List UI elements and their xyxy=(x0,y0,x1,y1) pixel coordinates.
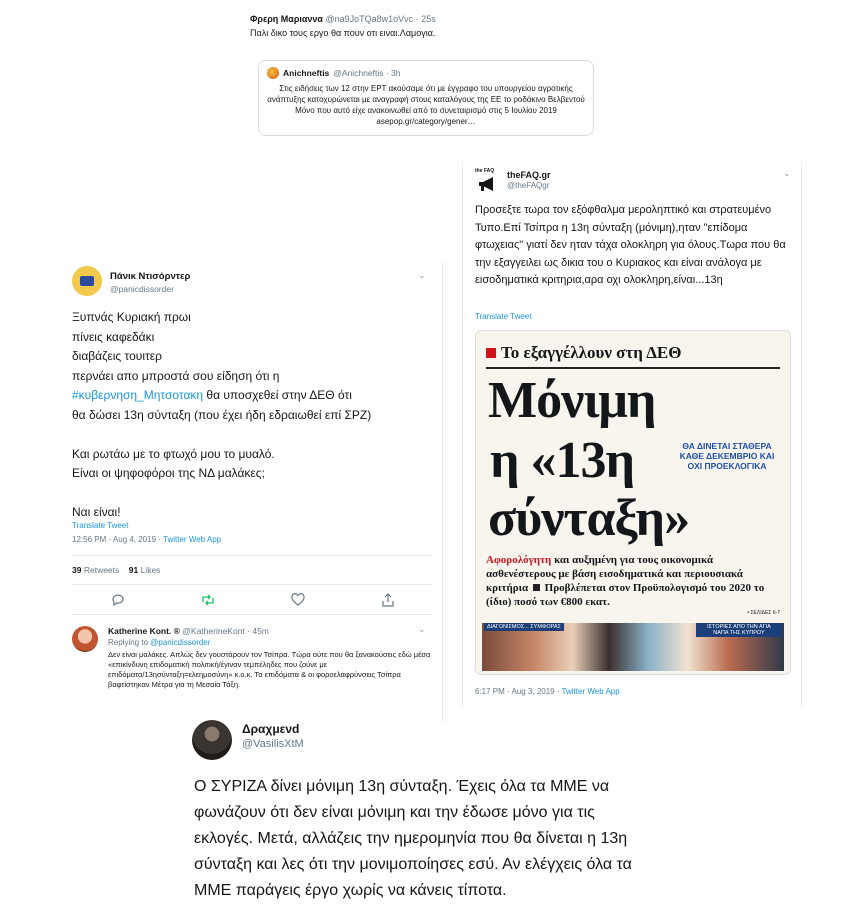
divider xyxy=(72,614,432,615)
photo-caption-right: ΙΣΤΟΡΙΕΣ ΑΠΟ ΤΗΝ ΑΓΙΑ ΝΑΠΑ ΤΗΣ ΚΥΠΡΟΥ xyxy=(696,623,782,637)
reply-avatar[interactable] xyxy=(72,626,98,652)
client-link[interactable]: Twitter Web App xyxy=(163,535,222,544)
reply-tweet[interactable] xyxy=(72,622,437,712)
author-name[interactable]: Φρερη Μαριαννα xyxy=(250,14,323,24)
sub-text-2: Προβλέπεται στον Προϋπολογισμό του 2020 το (ίδιο) ποσό των €800 εκατ. xyxy=(486,582,765,608)
sub-red-text: Αφορολόγητη xyxy=(486,554,552,566)
hashtag-link[interactable]: #κυβερνηση_Μητσοτακη xyxy=(72,388,204,402)
retweet-label[interactable]: Retweets xyxy=(83,565,120,575)
quoted-author-name: Anichneftis xyxy=(283,68,330,78)
quoted-author-handle: @Anichneftis · 3h xyxy=(333,68,401,78)
tweet-stats xyxy=(72,565,160,575)
tweet-text-part: θα υποσχεθεί στην ΔΕΘ ότι θα δώσει 13η σύνταξη (που έχει ήδη εδραιωθεί επί ΣΡΖ) Και ρωτάω με το φτωχό μου το μυαλό. Είναι οι ψηφοφόροι της ΝΔ μαλάκες; Ναι είναι! xyxy=(72,388,372,519)
quoted-author-avatar xyxy=(267,67,279,79)
translate-link[interactable]: Translate Tweet xyxy=(475,312,532,321)
reply-author-name[interactable]: Katherine Kont. ® xyxy=(108,626,180,636)
like-label[interactable]: Likes xyxy=(140,565,161,575)
retweet-count[interactable]: 39 xyxy=(72,565,82,575)
author-handle[interactable]: @panicdissorder xyxy=(110,284,174,294)
page-reference: • ΣΕΛΙΔΕΣ 6-7 xyxy=(747,610,780,616)
reply-header xyxy=(108,626,269,636)
tweet-text: Ο ΣΥΡΙΖΑ δίνει μόνιμη 13η σύνταξη. Έχεις όλα τα ΜΜΕ να φωνάζουν ότι δεν είναι μόνιμη και την έδωσε μόνο για τις εκλογές. Μετά, αλλάζεις την ημερομηνία που θα δίνεται η 13η σύνταξη και λες ότι την μονιμοποίησες εσύ. Αν ελέγχεις όλα τα ΜΜΕ παράγεις έργο χωρίς να κάνεις τίποτα. xyxy=(194,778,632,899)
tweet-timestamp: 12:56 PM - Aug 4, 2019 · Twitter Web App xyxy=(72,535,222,544)
timestamp-text[interactable]: 12:56 PM - Aug 4, 2019 xyxy=(72,535,157,544)
chevron-down-icon[interactable]: ⌄ xyxy=(418,270,426,280)
tweet-header xyxy=(250,14,600,24)
replying-to-link[interactable]: @panicdissorder xyxy=(150,638,211,647)
tweet-text xyxy=(72,308,442,523)
avatar[interactable] xyxy=(475,166,505,196)
chevron-down-icon[interactable]: ⌄ xyxy=(418,624,426,634)
avatar[interactable] xyxy=(72,266,102,296)
tweet-vasilisxtm xyxy=(186,712,662,920)
divider xyxy=(486,367,780,369)
translate-link[interactable]: Translate Tweet xyxy=(72,521,129,530)
tweet-text-part: Ξυπνάς Κυριακή πρωι πίνεις καφεδάκι διαβάζεις τουιτερ περνάει απο μπροστά σου είδηση ότι η xyxy=(72,310,280,383)
tweet-timestamp: 6:17 PM - Aug 3, 2019 · Twitter Web App xyxy=(475,687,620,696)
author-name[interactable]: theFAQ.gr xyxy=(507,170,551,180)
divider xyxy=(72,555,432,556)
author-handle[interactable]: @theFAQgr xyxy=(507,181,550,190)
tweet-panicdissorder xyxy=(62,262,443,722)
share-icon[interactable] xyxy=(380,592,396,608)
tweet-image-newspaper[interactable] xyxy=(475,330,791,675)
avatar-text: the FAQ xyxy=(475,168,495,174)
reply-icon[interactable] xyxy=(110,592,126,608)
divider xyxy=(72,584,432,585)
headline-line-2: η «13η xyxy=(490,432,635,489)
quoted-tweet[interactable] xyxy=(258,60,594,136)
tweet-marianna xyxy=(250,14,600,144)
like-count[interactable]: 91 xyxy=(128,565,139,575)
author-name[interactable]: Πάνικ Ντισόρντερ xyxy=(110,271,191,282)
kicker-text: Το εξαγγέλλουν στη ΔΕΘ xyxy=(501,343,682,362)
headline-line-1: Μόνιμη xyxy=(488,372,656,429)
replying-to-label: Replying to xyxy=(108,638,149,647)
tweet-time[interactable]: · 25s xyxy=(415,14,436,24)
megaphone-icon xyxy=(477,175,499,193)
photo-caption-left: ΔΙΑΓΩΝΙΣΜΟΣ... ΣΥΜΦΟΡΑΣ xyxy=(484,623,564,631)
sub-text-1: και αυξημένη για τους οικονομικά ασθενέστερους με βάση εισοδηματικά και περιουσιακά κριτήρια xyxy=(486,554,743,594)
tweet-thefaq xyxy=(462,162,802,707)
headline-line-3: σύνταξη» xyxy=(488,490,690,547)
like-icon[interactable] xyxy=(290,592,306,608)
author-name[interactable]: Δραχμενd xyxy=(242,722,300,736)
replying-to xyxy=(108,638,210,647)
timestamp-text[interactable]: 6:17 PM - Aug 3, 2019 xyxy=(475,687,555,696)
client-link[interactable]: Twitter Web App xyxy=(561,687,620,696)
newspaper-subheadline xyxy=(486,553,782,609)
avatar[interactable] xyxy=(192,720,232,760)
reply-author-handle[interactable]: @KatherineKont · 45m xyxy=(182,626,269,636)
author-handle[interactable]: @na9JoTQa8w1oVvc xyxy=(325,14,414,24)
tweet-actions xyxy=(72,592,432,608)
headline-side-text: ΘΑ ΔΙΝΕΤΑΙ ΣΤΑΘΕΡΑ ΚΑΘΕ ΔΕΚΕΜΒΡΙΟ ΚΑΙ ΟΧΙ ΠΡΟΕΚΛΟΓΙΚΑ xyxy=(679,441,775,471)
tweet-text: Προσεξτε τωρα τον εξόφθαλμα μεροληπτικό και στρατευμένο Τυπο.Επί Τσίπρα η 13η σύνταξη (μόνιμη),ηταν "επίδομα φτωχειας" γιατί δεν ηταν τάχα ολοκληρη για όλους.Τωρα που θα την εξαγγειλει ως δικια του ο Κυριακος και είναι ανάλογα με εισοδηματικά κριτηρια,αρα οχι ολοκληρη,είναι...13η xyxy=(475,204,786,286)
newspaper-kicker xyxy=(486,343,681,363)
author-handle[interactable]: @VasilisXtM xyxy=(242,738,304,750)
tweet-text: Παλι δικο τους εργο θα πουν οτι ειναι.Λαμογια. xyxy=(250,28,436,38)
retweet-icon[interactable] xyxy=(200,592,216,608)
reply-text: Δεν είναι μαλάκες. Απλώς δεν γουστάρουν τον Τσίπρα. Τώρα ούτε που θα ξανακούσεις εδώ μέσα «επικίνδυνη επιδοματική πολιτική/έγιναν τεμπέληδες που ζούνε με επιδόματα/13ησύνταξη=ελεημοσύνη» κ.ο.κ. Τα επιδόματα & οι φοροελαφρύνσεις Τσίπρα βαφτίστηκαν Μέτρα για τη Μεσαία Τάξη. xyxy=(108,650,431,689)
chevron-down-icon[interactable]: ⌄ xyxy=(783,168,791,178)
quoted-tweet-text: Στις ειδήσεις των 12 στην ΕΡΤ ακούσαμε ότι με έγγραφο του υπουργείου αγροτικής ανάπτυξης κατοχυρώνεται με αναγραφή στους καταλόγους της ΕΕ το ροδάκινο Βελβεντού Μόνο που αυτό είχε ανακοινωθεί από το συνεταιρισμό στις 5 Ιουλίου 2019 asepop.gr/category/gener… xyxy=(267,84,585,126)
quoted-tweet-header xyxy=(267,67,585,79)
